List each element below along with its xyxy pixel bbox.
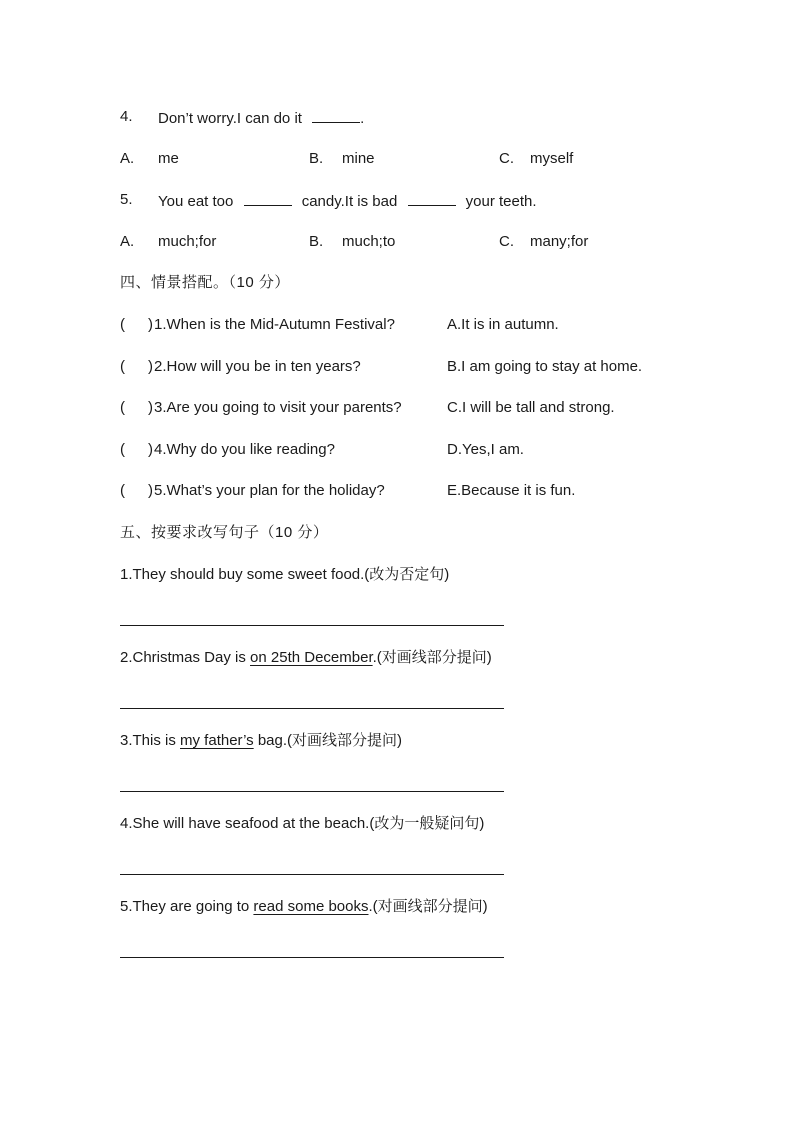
- paren-open: (: [120, 399, 125, 416]
- matching-question: 4.Why do you like reading?: [154, 441, 335, 458]
- paren-open: (: [120, 441, 125, 458]
- matching-question: 5.What’s your plan for the holiday?: [154, 482, 385, 499]
- paren-close: ): [148, 358, 153, 375]
- answer-slot[interactable]: [128, 395, 148, 419]
- matching-answer: B.I am going to stay at home.: [447, 358, 643, 375]
- option-letter: A.: [120, 233, 135, 250]
- paren-close: ): [148, 316, 153, 333]
- answer-slot[interactable]: [128, 478, 148, 502]
- prompt-text: 3.This is: [120, 732, 181, 749]
- question-stem: [158, 191, 537, 211]
- answer-slot[interactable]: [128, 354, 148, 378]
- paren-close: ): [148, 441, 153, 458]
- rewrite-prompt: [120, 649, 492, 667]
- stem-text: Don’t worry.I can do it: [158, 110, 302, 127]
- answer-line[interactable]: [120, 708, 504, 709]
- option-letter: B.: [309, 150, 324, 167]
- option-letter: B.: [309, 233, 324, 250]
- option-text: mine: [342, 150, 375, 167]
- answer-blank[interactable]: [244, 191, 292, 206]
- stem-text: your teeth.: [465, 193, 537, 210]
- option-text: me: [158, 150, 179, 167]
- section-4-title: 四、情景搭配。（10 分）: [120, 274, 290, 291]
- option-text: much;for: [158, 233, 217, 250]
- answer-line[interactable]: [120, 957, 504, 958]
- question-stem: [158, 108, 364, 128]
- matching-answer: E.Because it is fun.: [447, 482, 576, 499]
- option-text: many;for: [530, 233, 589, 250]
- prompt-text: 2.Christmas Day is: [120, 649, 251, 666]
- answer-blank[interactable]: [312, 108, 360, 123]
- matching-answer: C.I will be tall and strong.: [447, 399, 615, 416]
- matching-question: 2.How will you be in ten years?: [154, 358, 361, 375]
- answer-line[interactable]: [120, 625, 504, 626]
- stem-text: candy.It is bad: [301, 193, 398, 210]
- stem-text: You eat too: [158, 193, 234, 210]
- rewrite-prompt: [120, 815, 484, 833]
- rewrite-prompt: [120, 566, 449, 584]
- answer-blank[interactable]: [408, 191, 456, 206]
- answer-slot[interactable]: [128, 312, 148, 336]
- matching-answer: A.It is in autumn.: [447, 316, 559, 333]
- rewrite-prompt: [120, 732, 402, 750]
- prompt-instruction: .(对画线部分提问): [372, 649, 492, 666]
- option-text: much;to: [342, 233, 396, 250]
- answer-line[interactable]: [120, 874, 504, 875]
- prompt-instruction: bag.(对画线部分提问): [253, 732, 403, 749]
- question-number: 4.: [120, 108, 133, 125]
- underlined-phrase: on 25th December: [250, 649, 373, 666]
- section-5-title: 五、按要求改写句子（10 分）: [120, 524, 329, 541]
- prompt-text: 5.They are going to: [120, 898, 254, 915]
- underlined-phrase: my father’s: [180, 732, 254, 749]
- paren-open: (: [120, 482, 125, 499]
- option-letter: C.: [499, 150, 514, 167]
- question-number: 5.: [120, 191, 133, 208]
- matching-question: 1.When is the Mid-Autumn Festival?: [154, 316, 395, 333]
- answer-slot[interactable]: [128, 437, 148, 461]
- paren-open: (: [120, 358, 125, 375]
- paren-close: ): [148, 399, 153, 416]
- matching-answer: D.Yes,I am.: [447, 441, 524, 458]
- underlined-phrase: read some books: [253, 898, 369, 915]
- prompt-instruction: .(对画线部分提问): [368, 898, 488, 915]
- rewrite-prompt: [120, 898, 488, 916]
- option-text: myself: [530, 150, 574, 167]
- answer-line[interactable]: [120, 791, 504, 792]
- option-letter: A.: [120, 150, 135, 167]
- option-letter: C.: [499, 233, 514, 250]
- stem-end: .: [360, 110, 365, 127]
- prompt-text: 4.She will have seafood at the beach.(改为一般疑问句): [120, 815, 485, 832]
- matching-question: 3.Are you going to visit your parents?: [154, 399, 402, 416]
- paren-close: ): [148, 482, 153, 499]
- paren-open: (: [120, 316, 125, 333]
- prompt-text: 1.They should buy some sweet food.(改为否定句): [120, 566, 450, 583]
